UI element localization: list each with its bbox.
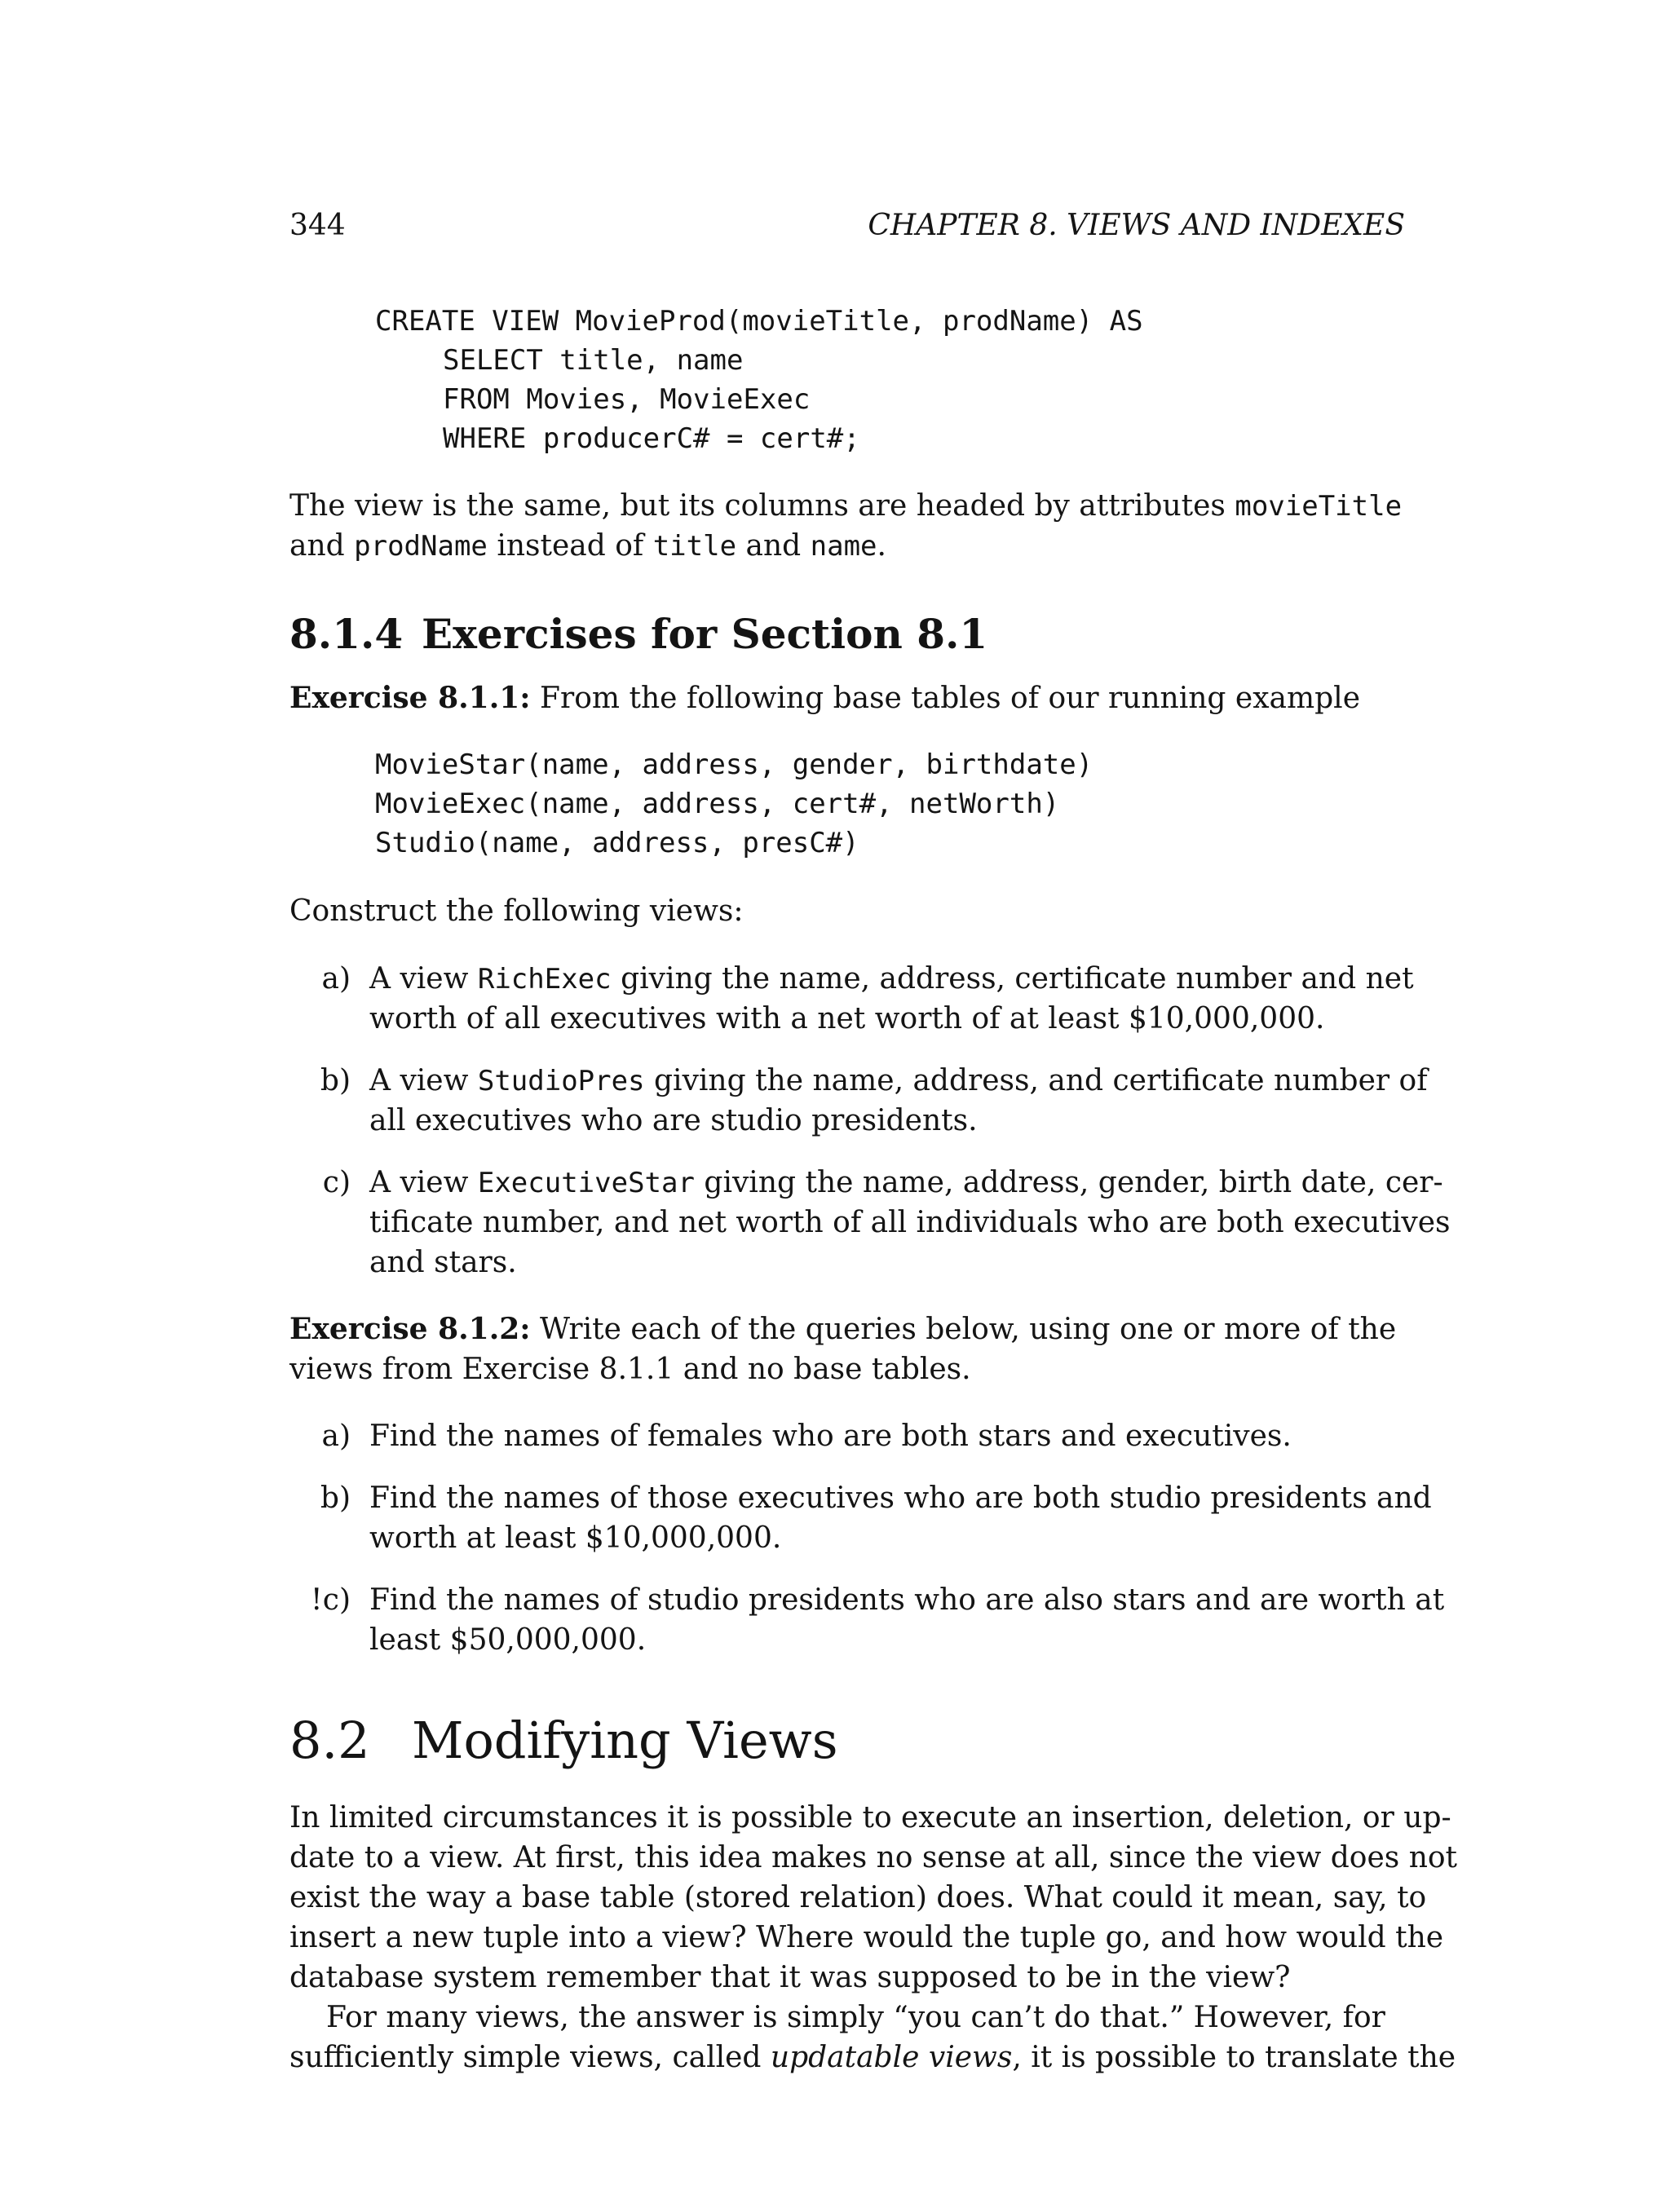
subsection-number: 8.1.4	[289, 610, 404, 658]
section-number: 8.2	[289, 1711, 370, 1770]
code-line: CREATE VIEW MovieProd(movieTitle, prodName) AS	[375, 305, 1143, 338]
list-item-label: c)	[322, 1583, 351, 1617]
text-line	[289, 1309, 1396, 1349]
text-line	[289, 678, 1360, 718]
text-line: Find the names of studio presidents who are also stars and are worth at	[369, 1583, 1445, 1617]
code-line: MovieExec(name, address, cert#, netWorth)	[375, 788, 1060, 820]
list-item-label: b)	[320, 1064, 351, 1097]
code-inline: movieTitle	[1235, 490, 1403, 523]
text-line	[369, 959, 1414, 1000]
text-run: giving the name, address, gender, birth date, cer-	[694, 1166, 1443, 1199]
text-line: Find the names of those executives who are both studio presidents and	[369, 1481, 1432, 1515]
difficulty-marker: !	[311, 1583, 323, 1617]
code-inline: ExecutiveStar	[477, 1167, 695, 1199]
text-run: A view	[369, 962, 478, 996]
text-run: From the following base tables of our running example	[540, 682, 1360, 715]
text-run: A view	[369, 1166, 478, 1199]
text-run: The view is the same, but its columns are headed by attributes	[289, 489, 1235, 523]
code-line: WHERE producerC# = cert#;	[443, 422, 860, 455]
text-line: exist the way a base table (stored relation) does. What could it mean, say, to	[289, 1881, 1427, 1914]
list-item-label: b)	[320, 1481, 351, 1515]
exercise-label: Exercise 8.1.1:	[289, 681, 531, 715]
code-inline: prodName	[354, 530, 488, 563]
page-number: 344	[289, 209, 346, 242]
text-run: Write each of the queries below, using one or more of the	[540, 1313, 1397, 1346]
text-line	[289, 486, 1402, 527]
exercise-label: Exercise 8.1.2:	[289, 1312, 531, 1346]
text-line: and stars.	[369, 1246, 517, 1279]
text-run: giving the name, address, and certificate number of	[644, 1064, 1428, 1097]
text-line: tificate number, and net worth of all individuals who are both executives	[369, 1206, 1451, 1239]
list-item-label: c)	[322, 1166, 351, 1199]
text-run: instead of	[487, 529, 653, 563]
text-run: , it is possible to translate the	[1012, 2041, 1456, 2074]
text-line: worth at least $10,000,000.	[369, 1521, 782, 1555]
text-line: In limited circumstances it is possible to execute an insertion, deletion, or up-	[289, 1801, 1451, 1835]
text-line: all executives who are studio presidents.	[369, 1104, 978, 1137]
code-line: Studio(name, address, presC#)	[375, 827, 859, 859]
text-line	[369, 1061, 1428, 1102]
text-run: and	[736, 529, 811, 563]
code-inline: StudioPres	[477, 1065, 645, 1097]
code-line: FROM Movies, MovieExec	[443, 383, 811, 416]
chapter-header: CHAPTER 8. VIEWS AND INDEXES	[868, 209, 1405, 242]
text-line: Find the names of females who are both stars and executives.	[369, 1419, 1292, 1453]
code-inline: title	[652, 530, 737, 563]
text-line: least $50,000,000.	[369, 1623, 647, 1657]
section-title: Modifying Views	[412, 1711, 838, 1770]
list-item-label: a)	[321, 1419, 351, 1453]
code-line: SELECT title, name	[443, 344, 744, 377]
text-run: A view	[369, 1064, 478, 1097]
code-line: MovieStar(name, address, gender, birthdate)	[375, 748, 1093, 781]
emphasis-term: updatable views	[770, 2041, 1013, 2074]
text-line: worth of all executives with a net worth of at least $10,000,000.	[369, 1002, 1325, 1035]
text-line	[289, 526, 886, 567]
text-run: sufficiently simple views, called	[289, 2041, 771, 2074]
text-run: .	[877, 529, 886, 563]
text-line: insert a new tuple into a view? Where would the tuple go, and how would the	[289, 1921, 1444, 1954]
text-line: database system remember that it was supposed to be in the view?	[289, 1961, 1291, 1994]
text-line: Construct the following views:	[289, 894, 744, 928]
text-line: For many views, the answer is simply “you can’t do that.” However, for	[326, 2001, 1385, 2034]
text-line: views from Exercise 8.1.1 and no base tables.	[289, 1353, 971, 1386]
subsection-title: Exercises for Section 8.1	[422, 610, 988, 658]
text-run: and	[289, 529, 355, 563]
code-inline: name	[810, 530, 877, 563]
text-line	[289, 2038, 1456, 2077]
text-line	[369, 1163, 1443, 1203]
text-line: date to a view. At first, this idea makes no sense at all, since the view does not	[289, 1841, 1458, 1874]
text-run: giving the name, address, certificate number and net	[611, 962, 1414, 996]
list-item-label: a)	[321, 962, 351, 996]
code-inline: RichExec	[477, 963, 612, 996]
